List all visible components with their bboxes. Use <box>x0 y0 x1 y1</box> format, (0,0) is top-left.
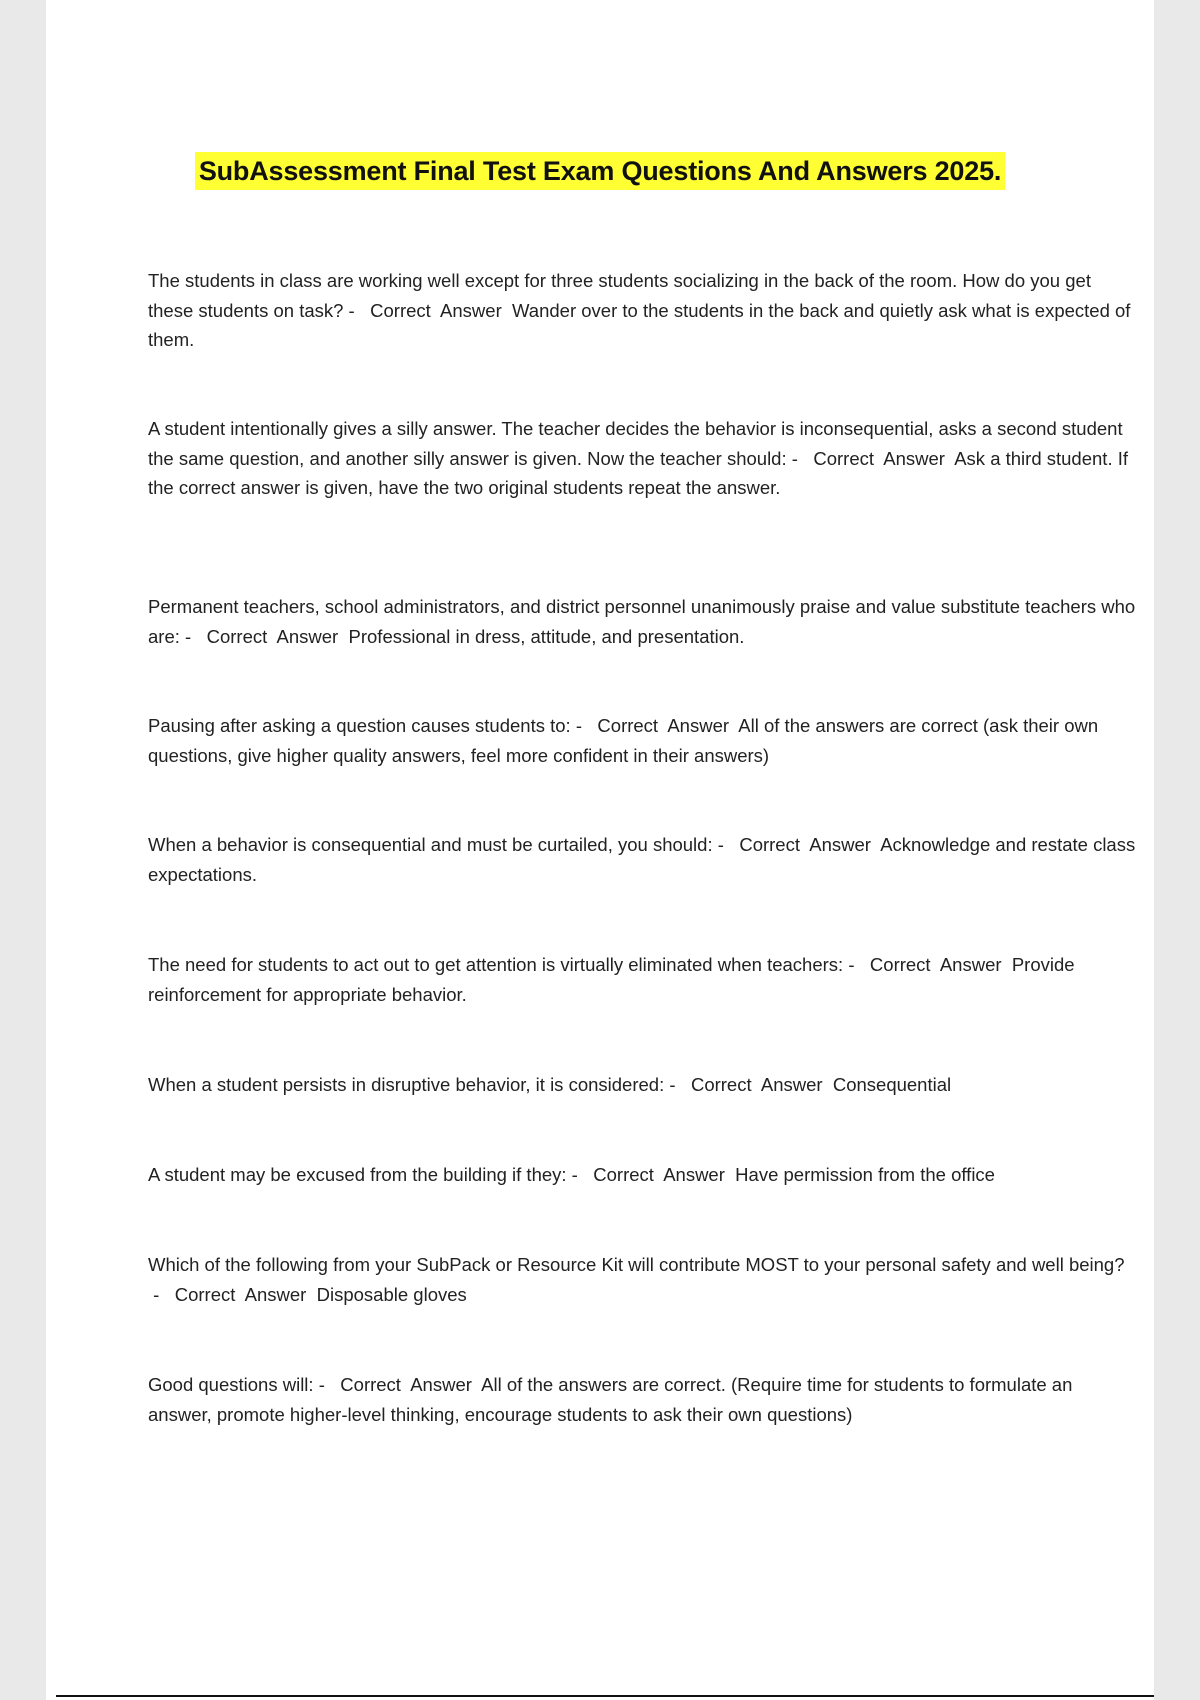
answer-text: Acknowledge and restate class expectations. <box>148 834 1136 885</box>
question-text: The need for students to act out to get attention is virtually eliminated when teachers: <box>148 954 844 975</box>
separator: - <box>148 1283 175 1305</box>
separator: - <box>786 447 814 469</box>
footer-divider <box>56 1695 1154 1697</box>
answer-text: All of the answers are correct. (Require time for students to formulate an answer, promote higher-level thinking, encourage students to ask their own questions) <box>148 1374 1073 1425</box>
question-text: Permanent teachers, school administrators, and district personnel unanimously praise and value substitute teachers who are: <box>148 596 1136 647</box>
answer-label: Correct Answer <box>690 1074 833 1095</box>
question-text: Good questions will: <box>148 1374 314 1395</box>
qa-item-9 <box>148 1250 1138 1309</box>
qa-item-6 <box>148 950 1138 1009</box>
answer-label: Correct Answer <box>593 1164 736 1185</box>
answer-text: Disposable gloves <box>316 1283 467 1305</box>
answer-label: Correct Answer <box>739 834 881 855</box>
answer-label: Correct Answer <box>206 625 349 647</box>
qa-item-10 <box>148 1370 1138 1429</box>
qa-item-7 <box>148 1070 1138 1100</box>
answer-label: Correct Answer <box>869 954 1012 975</box>
answer-label: Correct Answer <box>813 447 955 469</box>
answer-label: Correct Answer <box>370 299 513 321</box>
question-text: A student intentionally gives a silly answer. The teacher decides the behavior is inconsequential, asks a second student the same question, and another silly answer is given. Now the teacher should: <box>148 418 1123 469</box>
question-text: The students in class are working well except for three students socializing in the back of the room. How do you get these students on task? <box>148 270 1091 321</box>
qa-item-8 <box>148 1160 1138 1190</box>
answer-text: All of the answers are correct (ask their own questions, give higher quality answers, feel more confident in their answers) <box>148 715 1099 766</box>
answer-text: Have permission from the office <box>735 1164 995 1185</box>
answer-text: Ask a third student. If the correct answer is given, have the two original students repeat the answer. <box>148 447 1128 498</box>
document-title: SubAssessment Final Test Exam Questions And Answers 2025. <box>195 152 1005 190</box>
document-page <box>46 0 1154 1700</box>
question-text: When a behavior is consequential and must be curtailed, you should: <box>148 834 713 855</box>
question-text: Pausing after asking a question causes students to: <box>148 715 571 736</box>
separator: - <box>566 1164 594 1185</box>
answer-text: Provide reinforcement for appropriate behavior. <box>148 954 1075 1005</box>
answer-label: Correct Answer <box>340 1374 482 1395</box>
separator: - <box>712 834 740 855</box>
answer-text: Consequential <box>832 1074 952 1095</box>
separator: - <box>313 1374 341 1395</box>
separator: - <box>343 299 371 321</box>
question-text: A student may be excused from the building if they: <box>148 1164 567 1185</box>
separator: - <box>179 625 207 647</box>
separator: - <box>570 715 598 736</box>
answer-text: Professional in dress, attitude, and presentation. <box>348 625 745 647</box>
answer-label: Correct Answer <box>597 715 739 736</box>
qa-item-2 <box>148 414 1138 503</box>
separator: - <box>843 954 870 975</box>
question-text: Which of the following from your SubPack or Resource Kit will contribute MOST to your personal safety and well being? <box>148 1254 1125 1275</box>
answer-label: Correct Answer <box>174 1283 317 1305</box>
answer-text: Wander over to the students in the back and quietly ask what is expected of them. <box>148 299 1131 350</box>
qa-item-3 <box>148 592 1138 651</box>
title-container <box>46 152 1154 190</box>
question-text: When a student persists in disruptive behavior, it is considered: <box>148 1074 665 1095</box>
qa-item-4 <box>148 711 1138 770</box>
qa-item-1 <box>148 266 1138 355</box>
separator: - <box>664 1074 691 1095</box>
qa-item-5 <box>148 830 1138 889</box>
